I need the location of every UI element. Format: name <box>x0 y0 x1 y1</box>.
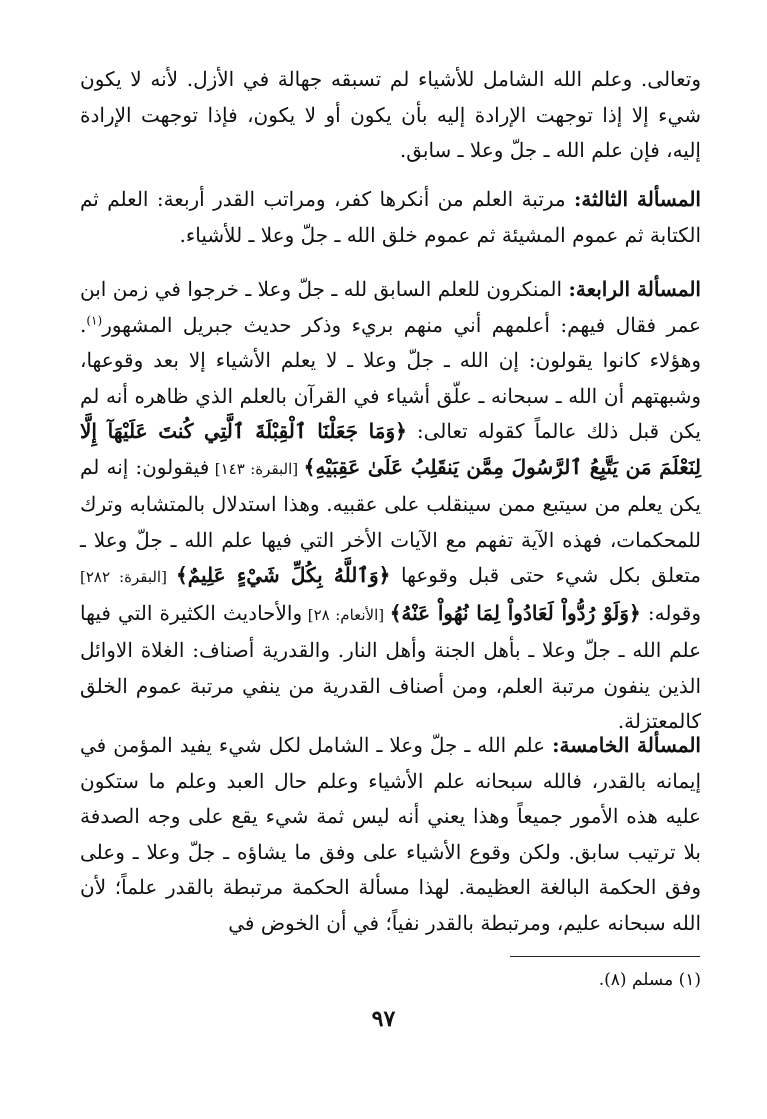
paragraph-4 <box>80 728 701 941</box>
footnote-divider <box>510 956 700 957</box>
issue-four-heading: المسألة الرابعة: <box>568 277 701 301</box>
paragraph-2-text: مرتبة العلم من أنكرها كفر، ومراتب القدر أربعة: العلم ثم الكتابة ثم عموم المشيئة ثم عموم خلق الله ـ جلّ وعلا ـ للأشياء. <box>80 187 701 247</box>
paragraph-4-text: علم الله ـ جلّ وعلا ـ الشامل لكل شيء يفيد المؤمن في إيمانه بالقدر، فالله سبحانه علم الأشياء وعلم حال العبد وعلم ما ستكون عليه هذه الأمور جميعاً وهذا يعني أنه ليس ثمة شيء يقع على وجه الصدفة بلا ترتيب سابق. ولكن وقوع الأشياء على وفق ما يشاؤه ـ جلّ وعلا ـ وعلى وفق الحكمة البالغة العظيمة. لهذا مسألة الحكمة مرتبطة بالقدر علماً؛ لأن الله سبحانه عليم، ومرتبطة بالقدر نفياً؛ في أن الخوض في <box>80 733 701 935</box>
paragraph-3-text-e: والأحاديث الكثيرة التي فيها علم الله ـ جلّ وعلا ـ بأهل الجنة وأهل النار. والقدرية أصناف: الغلاة الاوائل الذين ينفون مرتبة العلم، ومن أصناف القدرية من ينفي مرتبة عموم الخلق كالمعتزلة. <box>80 600 701 733</box>
paragraph-3-text-d: وقوله: <box>640 600 702 625</box>
paragraph-3-text-a: المنكرون للعلم السابق لله ـ جلّ وعلا ـ خرجوا في زمن ابن عمر فقال فيهم: أعلمهم أني منهم بريء وذكر حديث جبريل المشهور <box>80 277 701 337</box>
paragraph-1 <box>80 62 701 169</box>
verse-reference-3: [الأنعام: ٢٨] <box>302 605 390 624</box>
quran-verse-2: ﴿وَٱللَّهُ بِكُلِّ شَيْءٍ عَلِيمٌ﴾ <box>175 563 391 587</box>
issue-five-heading: المسألة الخامسة: <box>552 733 701 757</box>
paragraph-3-text-b: . وهؤلاء كانوا يقولون: إن الله ـ جلّ وعلا ـ لا يعلم الأشياء إلا بعد وقوعها، وشبهتهم أن الله ـ سبحانه ـ علّق أشياء في القرآن بالعلم الذي ظاهره أنه لم يكن قبل ذلك عالماً كقوله تعالى: <box>80 312 701 443</box>
verse-reference-2: [البقرة: ٢٨٢] <box>80 568 176 586</box>
footnote-marker: (١) <box>86 312 103 327</box>
paragraph-3-text-c: فيقولون: إنه لم يكن يعلم من سيتبع ممن سينقلب على عقبيه. وهذا استدلال بالمتشابه وترك للمحكمات، فهذه الآية تفهم مع الآيات الأخر التي فيها علم الله ـ جلّ وعلا ـ متعلق بكل شيء حتى قبل وقوعها <box>80 454 701 587</box>
page-number: ٩٧ <box>371 1006 396 1032</box>
quran-verse-1: ﴿وَمَا جَعَلْنَا ٱلْقِبْلَةَ ٱلَّتِي كُنتَ عَلَيْهَآ إِلَّا لِنَعْلَمَ مَن يَتَّبِعُ ٱلرَّسُولَ مِمَّن يَنقَلِبُ عَلَىٰ عَقِبَيْهِ﴾ <box>80 419 701 479</box>
paragraph-2 <box>80 182 701 253</box>
verse-reference-1: [البقرة: ١٤٣] <box>209 459 304 478</box>
footnote: (١) مسلم (٨). <box>598 970 701 990</box>
paragraph-3 <box>80 272 701 740</box>
issue-three-heading: المسألة الثالثة: <box>574 187 701 211</box>
quran-verse-3: ﴿وَلَوْ رُدُّواْ لَعَادُواْ لِمَا نُهُواْ عَنْهُ﴾ <box>389 600 641 625</box>
paragraph-1-text: وتعالى. وعلم الله الشامل للأشياء لم تسبقه جهالة في الأزل. لأنه لا يكون شيء إلا إذا توجهت الإرادة إليه بأن يكون أو لا يكون، فإذا توجهت الإرادة إليه، فإن علم الله ـ جلّ وعلا ـ سابق. <box>80 67 701 162</box>
